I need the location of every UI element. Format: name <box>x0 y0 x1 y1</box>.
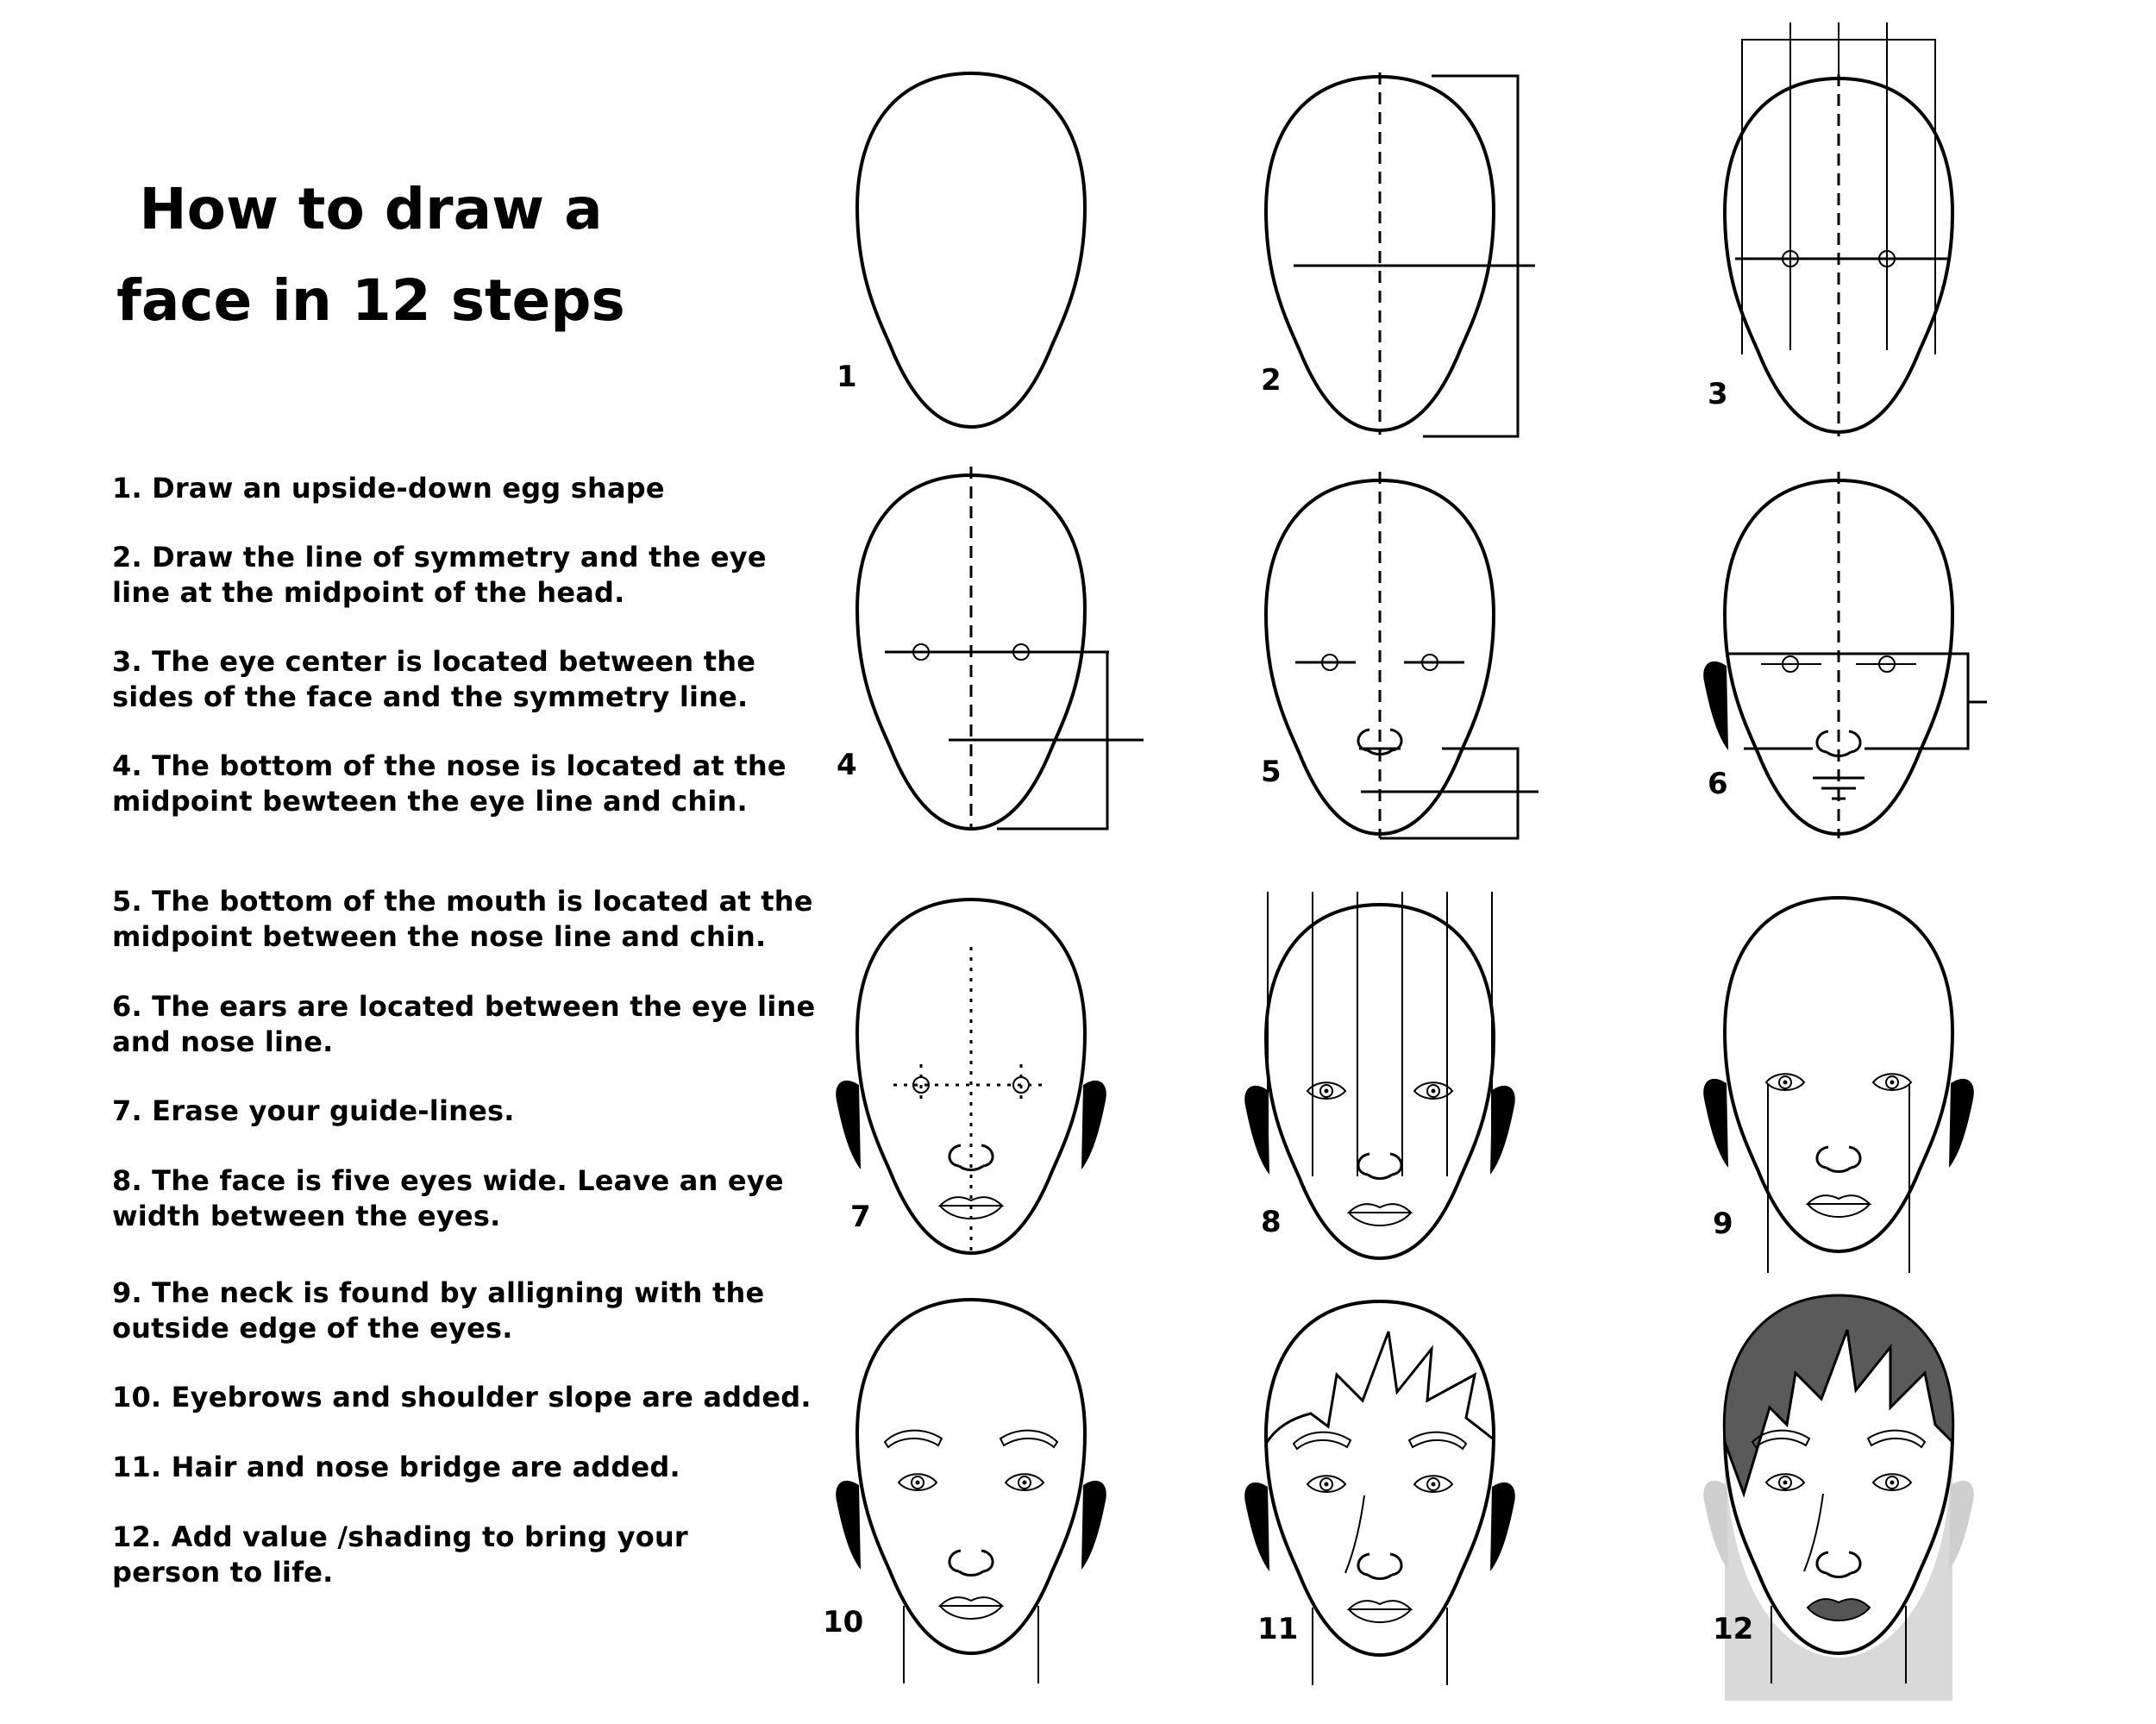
step-1-line-1: 1. Draw an upside-down egg shape <box>112 472 665 505</box>
step-3-line-1: 3. The eye center is located between the <box>112 645 756 678</box>
panel-5-number: 5 <box>1261 755 1282 789</box>
panel-6-number: 6 <box>1708 767 1728 801</box>
step-4-line-1: 4. The bottom of the nose is located at the <box>112 749 787 782</box>
panel-3-number: 3 <box>1708 377 1728 411</box>
step-8-line-1: 8. The face is five eyes wide. Leave an eye <box>112 1164 784 1197</box>
panel-7-number: 7 <box>850 1200 871 1234</box>
panel-3 <box>1708 22 1952 436</box>
panel-11 <box>1244 1301 1515 1685</box>
panel-8-number: 8 <box>1261 1205 1282 1239</box>
panel-4 <box>837 467 1144 829</box>
step-2-line-2: line at the midpoint of the head. <box>112 576 625 609</box>
step-9-line-1: 9. The neck is found by alligning with the <box>112 1276 765 1309</box>
panel-1 <box>837 73 1085 427</box>
step-12-line-1: 12. Add value /shading to bring your <box>112 1520 688 1553</box>
panel-2 <box>1261 72 1535 436</box>
panel-2-number: 2 <box>1261 363 1282 398</box>
step-5-line-1: 5. The bottom of the mouth is located at the <box>112 885 813 918</box>
panel-10 <box>823 1300 1106 1683</box>
head-outline <box>857 73 1085 427</box>
step-3-line-2: sides of the face and the symmetry line. <box>112 680 749 713</box>
step-6-line-1: 6. The ears are located between the eye line <box>112 990 816 1023</box>
step-9-line-2: outside edge of the eyes. <box>112 1312 513 1345</box>
panel-12 <box>1703 1295 1974 1701</box>
panel-1-number: 1 <box>837 360 857 394</box>
panel-12-number: 12 <box>1713 1612 1754 1646</box>
step-7-line-1: 7. Erase your guide-lines. <box>112 1094 515 1127</box>
panel-6 <box>1703 472 1987 838</box>
step-8-line-2: width between the eyes. <box>112 1200 501 1232</box>
step-5-line-2: midpoint between the nose line and chin. <box>112 920 767 953</box>
panel-9 <box>1703 898 1974 1273</box>
head-outline <box>1266 905 1494 1258</box>
title-line-1: How to draw a <box>139 176 603 242</box>
step-11-line-1: 11. Hair and nose bridge are added. <box>112 1451 680 1483</box>
step-12-line-2: person to life. <box>112 1556 334 1589</box>
panel-4-number: 4 <box>837 748 857 782</box>
title-line-2: face in 12 steps <box>116 267 625 334</box>
panel-10-number: 10 <box>823 1605 864 1639</box>
step-4-line-2: midpoint bewteen the eye line and chin. <box>112 785 748 818</box>
step-10-line-1: 10. Eyebrows and shoulder slope are added. <box>112 1381 812 1414</box>
panel-8 <box>1244 892 1515 1258</box>
panel-7 <box>836 900 1106 1257</box>
panel-5 <box>1261 472 1539 838</box>
step-2-line-1: 2. Draw the line of symmetry and the eye <box>112 541 767 574</box>
panel-9-number: 9 <box>1713 1207 1733 1241</box>
panel-11-number: 11 <box>1257 1612 1299 1646</box>
step-6-line-2: and nose line. <box>112 1025 334 1058</box>
